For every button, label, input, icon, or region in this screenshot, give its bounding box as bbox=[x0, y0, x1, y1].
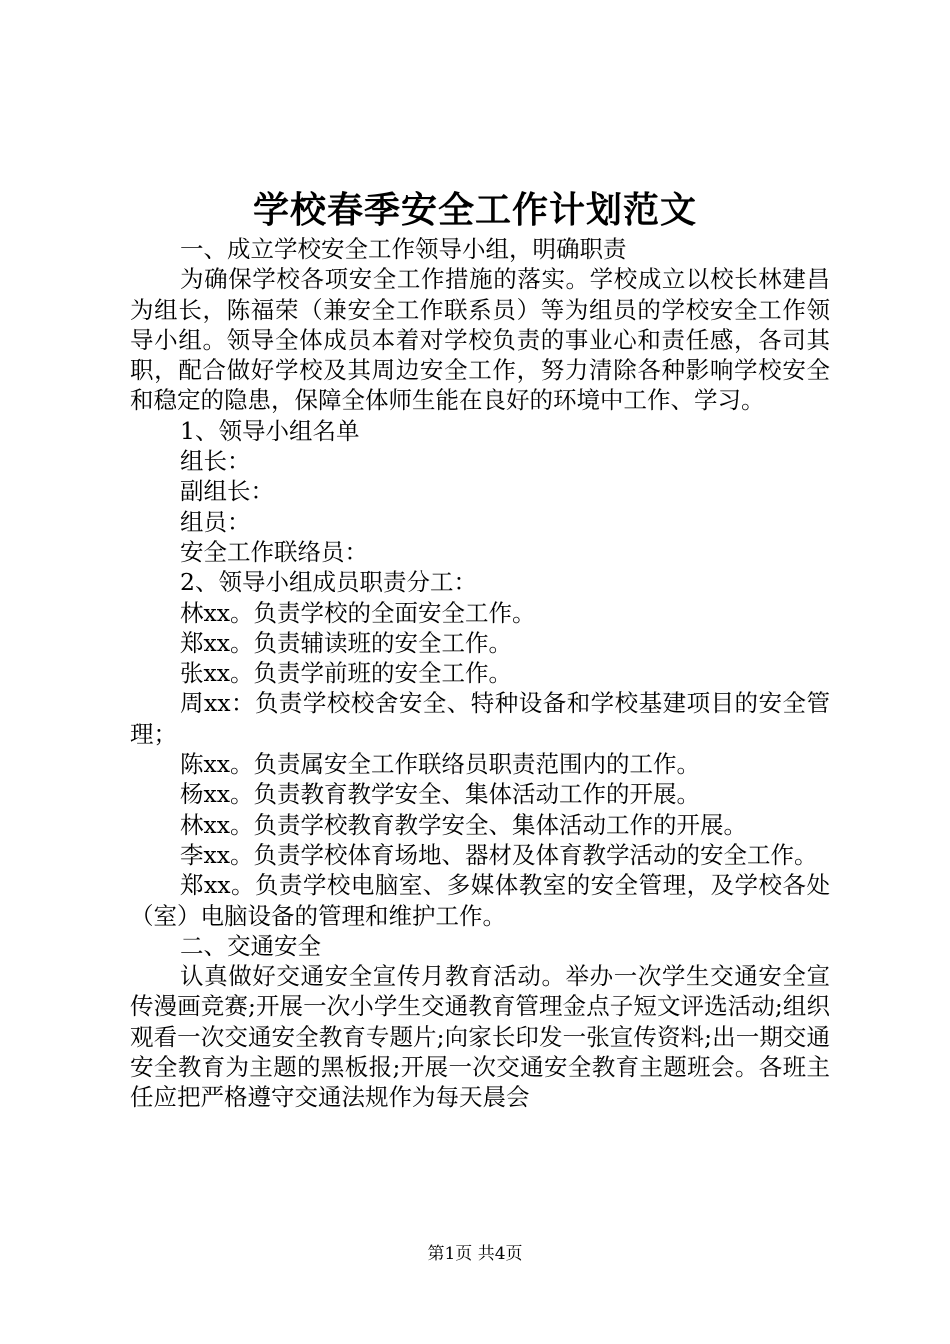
section-heading-1: 一、成立学校安全工作领导小组，明确职责 bbox=[180, 235, 627, 263]
section-heading-2: 二、交通安全 bbox=[180, 931, 321, 960]
list-heading: 1、领导小组名单 bbox=[180, 416, 360, 445]
page-footer: 第1页 共4页 bbox=[427, 1244, 523, 1264]
paragraph: 认真做好交通安全宣传月教育活动。举办一次学生交通安全宣传漫画竞赛;开展一次小学生交通教育管理金点子短文评选活动;组织观看一次交通安全教育专题片;向家长印发一张宣传资料;出一期交通安全教育为主题的黑板报;开展一次交通安全教育主题班会。各班主任应把严格遵守交通法规作为每天晨会 bbox=[130, 962, 830, 1112]
duty-item: 李xx。负责学校体育场地、器材及体育教学活动的安全工作。 bbox=[180, 840, 818, 869]
duty-item: 郑xx。负责学校电脑室、多媒体教室的安全管理，及学校各处（室）电脑设备的管理和维护工作。 bbox=[130, 871, 830, 930]
list-heading: 2、领导小组成员职责分工： bbox=[180, 568, 477, 597]
duty-item: 张xx。负责学前班的安全工作。 bbox=[180, 659, 513, 688]
duty-item: 郑xx。负责辅读班的安全工作。 bbox=[180, 628, 513, 657]
list-item: 安全工作联络员： bbox=[180, 537, 368, 566]
list-item: 副组长： bbox=[180, 477, 274, 506]
duty-item: 周xx：负责学校校舍安全、特种设备和学校基建项目的安全管理； bbox=[130, 689, 830, 748]
document-body bbox=[130, 234, 830, 1113]
document-title: 学校春季安全工作计划范文 bbox=[252, 189, 697, 231]
duty-item: 林xx。负责学校的全面安全工作。 bbox=[180, 598, 536, 627]
duty-item: 林xx。负责学校教育教学安全、集体活动工作的开展。 bbox=[180, 810, 748, 839]
duty-item: 陈xx。负责属安全工作联络员职责范围内的工作。 bbox=[180, 750, 701, 779]
list-item: 组员： bbox=[180, 507, 251, 536]
duty-item: 杨xx。负责教育教学安全、集体活动工作的开展。 bbox=[180, 780, 701, 809]
paragraph: 为确保学校各项安全工作措施的落实。学校成立以校长林建昌为组长，陈福荣（兼安全工作联系员）等为组员的学校安全工作领导小组。领导全体成员本着对学校负责的事业心和责任感，各司其职，配合做好学校及其周边安全工作，努力清除各种影响学校安全和稳定的隐患，保障全体师生能在良好的环境中工作、学习。 bbox=[130, 265, 830, 415]
list-item: 组长： bbox=[180, 447, 251, 476]
